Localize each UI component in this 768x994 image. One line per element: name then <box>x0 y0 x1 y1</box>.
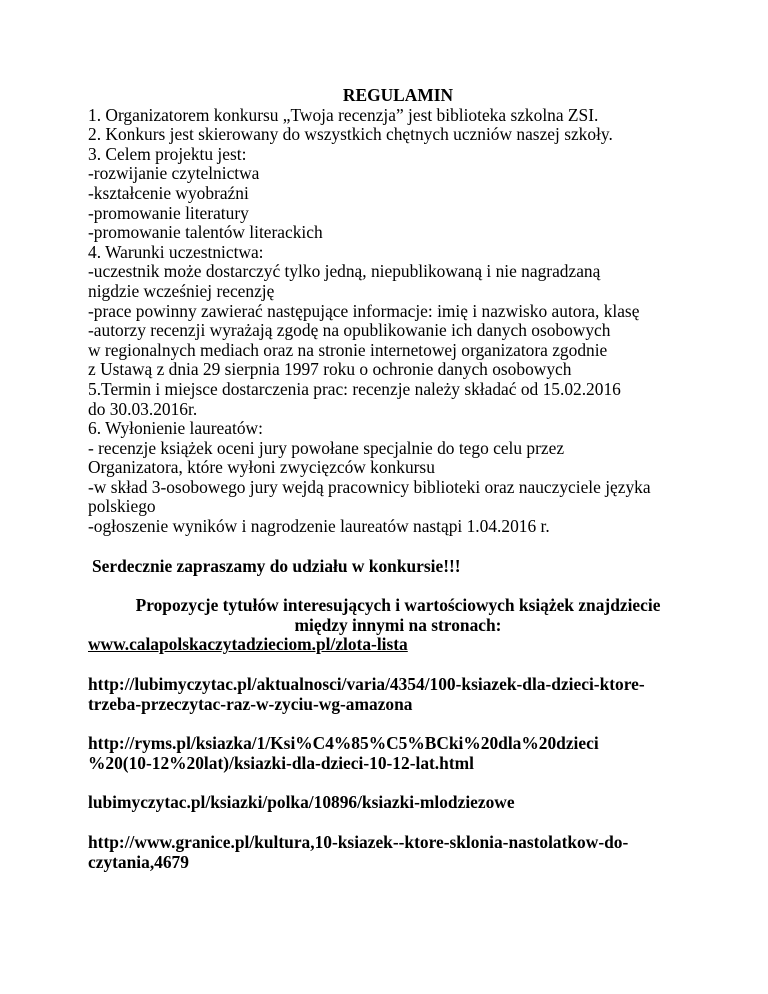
link-zlota-lista[interactable]: www.calapolskaczytadzieciom.pl/zlota-lista <box>88 634 408 655</box>
rule-line: -prace powinny zawierać następujące informacje: imię i nazwisko autora, klasę <box>88 300 640 321</box>
rule-line: z Ustawą z dnia 29 sierpnia 1997 roku o ochronie danych osobowych <box>88 359 572 380</box>
rule-line: 1. Organizatorem konkursu „Twoja recenzja” jest biblioteka szkolna ZSI. <box>88 104 599 125</box>
rule-line: 6. Wyłonienie laureatów: <box>88 418 263 439</box>
rule-line: 3. Celem projektu jest: <box>88 143 247 164</box>
rule-line: Organizatora, które wyłoni zwycięzców konkursu <box>88 457 435 478</box>
rule-line: -kształcenie wyobraźni <box>88 182 249 203</box>
link-text[interactable]: http://ryms.pl/ksiazka/1/Ksi%C4%85%C5%BCki%20dla%20dzieci <box>88 733 599 754</box>
rule-line: 4. Warunki uczestnictwa: <box>88 241 264 262</box>
rule-line: 2. Konkurs jest skierowany do wszystkich chętnych uczniów naszej szkoły. <box>88 124 613 145</box>
link-text[interactable]: http://www.granice.pl/kultura,10-ksiazek--ktore-sklonia-nastolatkow-do- <box>88 832 629 852</box>
rule-line: 5.Termin i miejsce dostarczenia prac: recenzje należy składać od 15.02.2016 <box>88 378 621 399</box>
rule-line: nigdzie wcześniej recenzję <box>88 280 275 301</box>
rule-line: -ogłoszenie wyników i nagrodzenie laureatów nastąpi 1.04.2016 r. <box>88 516 550 537</box>
rule-line: -promowanie talentów literackich <box>88 222 323 243</box>
rule-line: polskiego <box>88 496 156 517</box>
link-text[interactable]: http://lubimyczytac.pl/aktualnosci/varia/4354/100-ksiazek-dla-dzieci-ktore- <box>88 674 645 695</box>
proposal-heading <box>88 596 708 635</box>
link-text[interactable]: %20(10-12%20lat)/ksiazki-dla-dzieci-10-12-lat.html <box>88 752 474 773</box>
rule-line: -uczestnik może dostarczyć tylko jedną, niepublikowaną i nie nagradzaną <box>88 261 601 282</box>
rule-line: do 30.03.2016r. <box>88 398 198 419</box>
link-text[interactable]: lubimyczytac.pl/ksiazki/polka/10896/ksiazki-mlodziezowe <box>88 792 515 813</box>
rule-line: -autorzy recenzji wyrażają zgodę na opublikowanie ich danych osobowych <box>88 320 611 341</box>
document-title: REGULAMIN <box>342 85 454 105</box>
document-page <box>88 86 708 872</box>
link-ryms-ksiazki[interactable] <box>88 734 708 773</box>
rule-line: -promowanie literatury <box>88 202 249 223</box>
invitation-text: Serdecznie zapraszamy do udziału w konkursie!!! <box>92 555 461 576</box>
link-text[interactable]: czytania,4679 <box>88 851 189 872</box>
proposal-line: między innymi na stronach: <box>294 614 502 635</box>
link-lubimyczytac-mlodziezowe[interactable] <box>88 793 708 813</box>
rule-line: -w skład 3-osobowego jury wejdą pracownicy biblioteki oraz nauczyciele języka <box>88 476 651 497</box>
link-text[interactable]: trzeba-przeczytac-raz-w-zyciu-wg-amazona <box>88 693 413 714</box>
link-granice-ksiazki[interactable] <box>88 833 708 872</box>
rule-line: w regionalnych mediach oraz na stronie internetowej organizatora zgodnie <box>88 339 608 360</box>
rules-section <box>88 106 708 537</box>
rule-line: - recenzje książek oceni jury powołane specjalnie do tego celu przez <box>88 437 565 458</box>
proposal-line: Propozycje tytułów interesujących i wartościowych książek znajdziecie <box>135 595 661 616</box>
link-lubimyczytac-100-ksiazek[interactable] <box>88 675 708 714</box>
rule-line: -rozwijanie czytelnictwa <box>88 163 260 184</box>
